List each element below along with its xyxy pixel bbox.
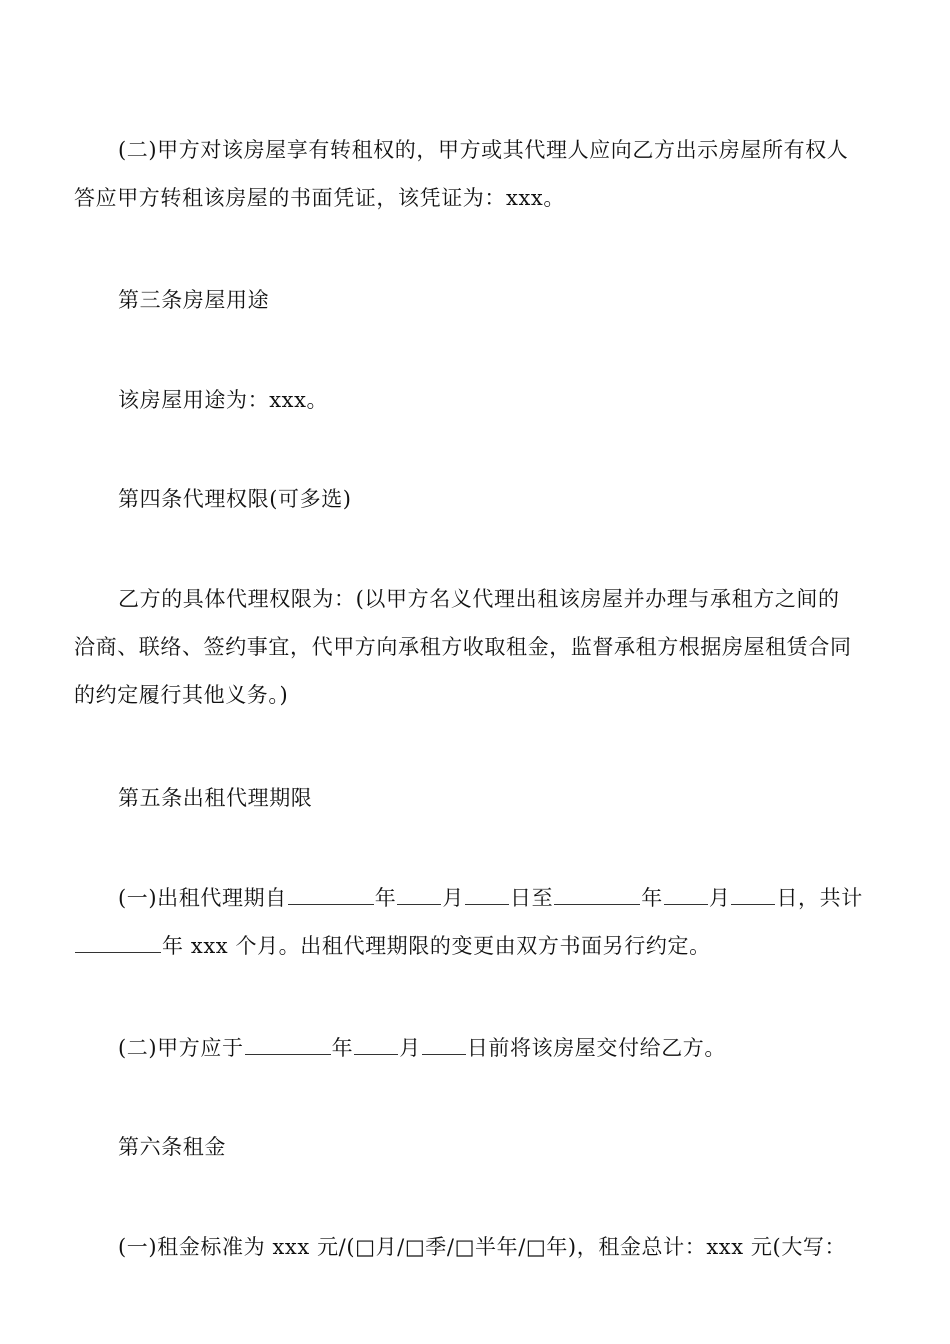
house-usage-paragraph: 该房屋用途为：xxx。	[118, 388, 329, 412]
text-segment: (二)甲方应于	[118, 1036, 244, 1060]
paragraph-line: 乙方的具体代理权限为：(以甲方名义代理出租该房屋并办理与承租方之间的	[118, 587, 840, 611]
fill-blank[interactable]	[354, 1036, 398, 1055]
text-segment: 年 xxx 个月。出租代理期限的变更由双方书面另行约定。	[162, 934, 711, 958]
rent-standard-paragraph	[74, 1223, 880, 1271]
text-segment: 月	[708, 886, 731, 910]
text-segment: 年	[641, 886, 663, 910]
text-segment: 月	[442, 886, 465, 910]
agency-scope-paragraph	[74, 575, 880, 719]
sublease-proof-paragraph	[74, 126, 880, 222]
paragraph-line: 洽商、联络、签约事宜，代甲方向承租方收取租金，监督承租方根据房屋租赁合同	[74, 635, 852, 659]
fill-blank[interactable]	[288, 886, 374, 905]
text-segment: 年	[374, 886, 397, 910]
article-5-heading: 第五条出租代理期限	[118, 786, 313, 810]
paragraph-line: 答应甲方转租该房屋的书面凭证，该凭证为：xxx。	[74, 186, 565, 210]
paragraph-line	[74, 874, 880, 922]
text-segment: 日至	[510, 886, 554, 910]
fill-blank[interactable]	[397, 886, 441, 905]
text-segment: 日，共计	[776, 886, 863, 910]
fill-blank[interactable]	[554, 886, 640, 905]
article-4-heading: 第四条代理权限(可多选)	[118, 487, 352, 511]
text-segment: 月	[399, 1036, 421, 1060]
handover-paragraph	[74, 1024, 880, 1072]
text-segment: 日前将该房屋交付给乙方。	[466, 1036, 727, 1060]
agency-period-paragraph	[74, 874, 880, 970]
fill-blank[interactable]	[731, 886, 775, 905]
paragraph-line: (二)甲方对该房屋享有转租权的，甲方或其代理人应向乙方出示房屋所有权人	[118, 138, 849, 162]
text-segment: (一)出租代理期自	[118, 886, 287, 910]
fill-blank[interactable]	[75, 934, 161, 953]
article-6-heading: 第六条租金	[118, 1135, 226, 1159]
fill-blank[interactable]	[422, 1036, 466, 1055]
fill-blank[interactable]	[664, 886, 708, 905]
article-3-heading: 第三条房屋用途	[118, 288, 270, 312]
fill-blank[interactable]	[245, 1036, 331, 1055]
paragraph-line: (一)租金标准为 xxx 元/(□月/□季/□半年/□年)，租金总计：xxx 元(大写：	[118, 1235, 847, 1259]
text-segment: 年	[331, 1036, 354, 1060]
paragraph-line	[30, 922, 880, 970]
paragraph-line	[74, 1024, 880, 1072]
fill-blank[interactable]	[465, 886, 509, 905]
paragraph-line: 的约定履行其他义务。)	[74, 683, 289, 707]
